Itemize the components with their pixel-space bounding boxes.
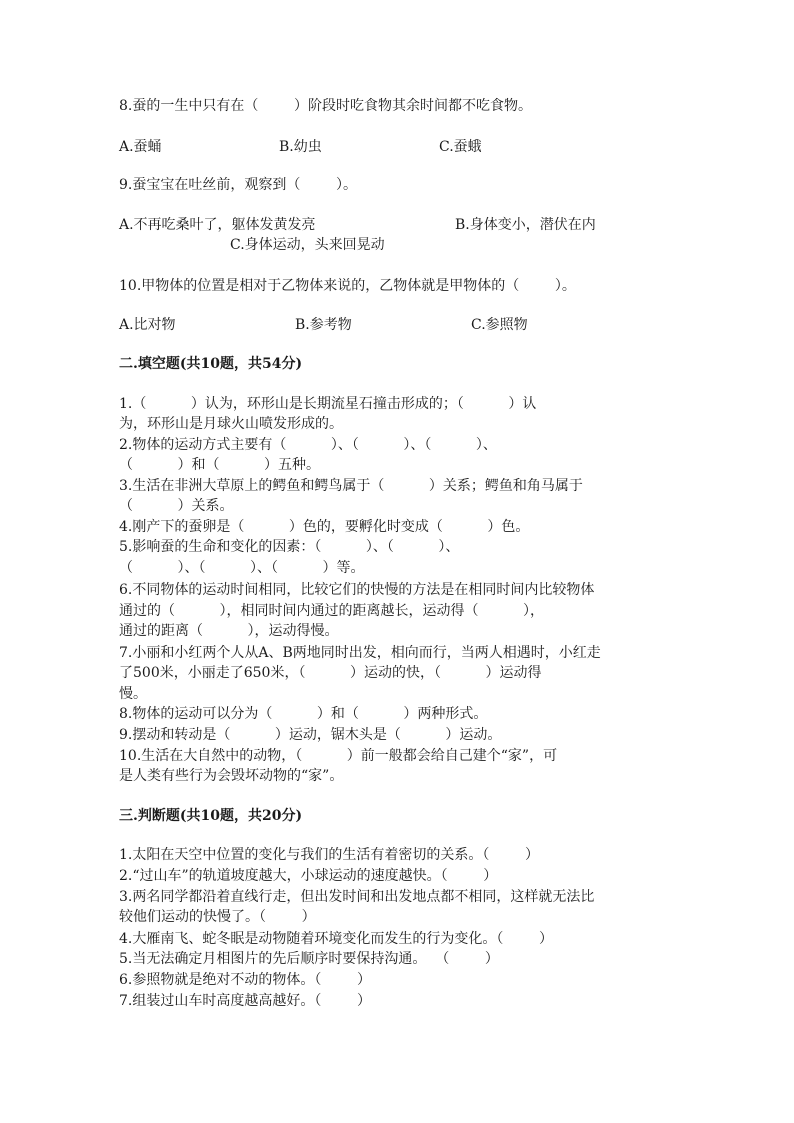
judge-line: 较他们运动的快慢了。（ ）	[119, 909, 316, 925]
fill-line: 通过的距离（ ），运动得慢。	[119, 623, 339, 639]
q9-option-b: B.身体变小，潜伏在内	[455, 217, 596, 233]
q10-option-c: C.参照物	[471, 317, 528, 333]
fill-line: 3.生活在非洲大草原上的鳄鱼和鳄鸟属于（ ）关系；鳄鱼和角马属于	[119, 478, 583, 494]
q10-stem: 10.甲物体的位置是相对于乙物体来说的，乙物体就是甲物体的（ ）。	[119, 278, 576, 294]
q8-option-a: A.蚕蛹	[119, 139, 162, 155]
fill-line: 7.小丽和小红两个人从A、B两地同时出发，相向而行，当两人相遇时，小红走	[119, 645, 601, 661]
fill-line: 为，环形山是月球火山喷发形成的。	[119, 416, 343, 432]
judge-section-title: 三.判断题(共10题，共20分)	[119, 808, 303, 824]
fill-line: 通过的（ ），相同时间内通过的距离越长，运动得（ ），	[119, 603, 545, 619]
q8-stem: 8.蚕的一生中只有在（ ）阶段时吃食物其余时间都不吃食物。	[119, 98, 532, 114]
judge-line: 4.大雁南飞、蛇冬眠是动物随着环境变化而发生的行为变化。（ ）	[119, 931, 553, 947]
judge-line: 2.“过山车”的轨道坡度越大，小球运动的速度越快。（ ）	[119, 868, 498, 884]
fill-section-title: 二.填空题(共10题，共54分)	[119, 356, 303, 372]
judge-line: 3.两名同学都沿着直线行走，但出发时间和出发地点都不相同，这样就无法比	[119, 889, 595, 905]
fill-line: 4.刚产下的蚕卵是（ ）色的，要孵化时变成（ ）色。	[119, 519, 530, 535]
q10-option-b: B.参考物	[295, 317, 352, 333]
fill-line: 6.不同物体的运动时间相同，比较它们的快慢的方法是在相同时间内比较物体	[119, 582, 595, 598]
fill-line: 1.（ ）认为，环形山是长期流星石撞击形成的；（ ）认	[119, 396, 537, 412]
fill-line: 8.物体的运动可以分为（ ）和（ ）两种形式。	[119, 706, 488, 722]
q8-option-b: B.幼虫	[279, 139, 322, 155]
fill-line: 是人类有些行为会毁坏动物的“家”。	[119, 768, 344, 784]
fill-line: 9.摆动和转动是（ ）运动，锯木头是（ ）运动。	[119, 727, 502, 743]
fill-line: （ ）和（ ）五种。	[119, 457, 321, 473]
q9-option-c: C.身体运动，头来回晃动	[230, 237, 385, 253]
fill-line: （ ）关系。	[119, 498, 234, 514]
fill-line: 了500米，小丽走了650米，（ ）运动的快，（ ）运动得	[119, 665, 542, 681]
fill-line: 2.物体的运动方式主要有（ ）、（ ）、（ ）、	[119, 437, 497, 453]
fill-line: 慢。	[119, 686, 147, 702]
q8-option-c: C.蚕蛾	[439, 139, 482, 155]
fill-line: 10.生活在大自然中的动物，（ ）前一般都会给自己建个“家”，可	[119, 748, 558, 764]
judge-line: 6.参照物就是绝对不动的物体。（ ）	[119, 972, 371, 988]
fill-line: （ ）、（ ）、（ ）等。	[119, 560, 365, 576]
q9-stem: 9.蚕宝宝在吐丝前，观察到（ ）。	[119, 177, 357, 193]
q10-option-a: A.比对物	[119, 317, 176, 333]
q9-option-a: A.不再吃桑叶了，躯体发黄发亮	[119, 217, 316, 233]
judge-line: 7.组装过山车时高度越高越好。（ ）	[119, 993, 371, 1009]
judge-line: 5.当无法确定月相图片的先后顺序时要保持沟通。 （ ）	[119, 951, 499, 967]
judge-line: 1.太阳在天空中位置的变化与我们的生活有着密切的关系。（ ）	[119, 847, 539, 863]
fill-line: 5.影响蚕的生命和变化的因素：（ ）、（ ）、	[119, 539, 460, 555]
